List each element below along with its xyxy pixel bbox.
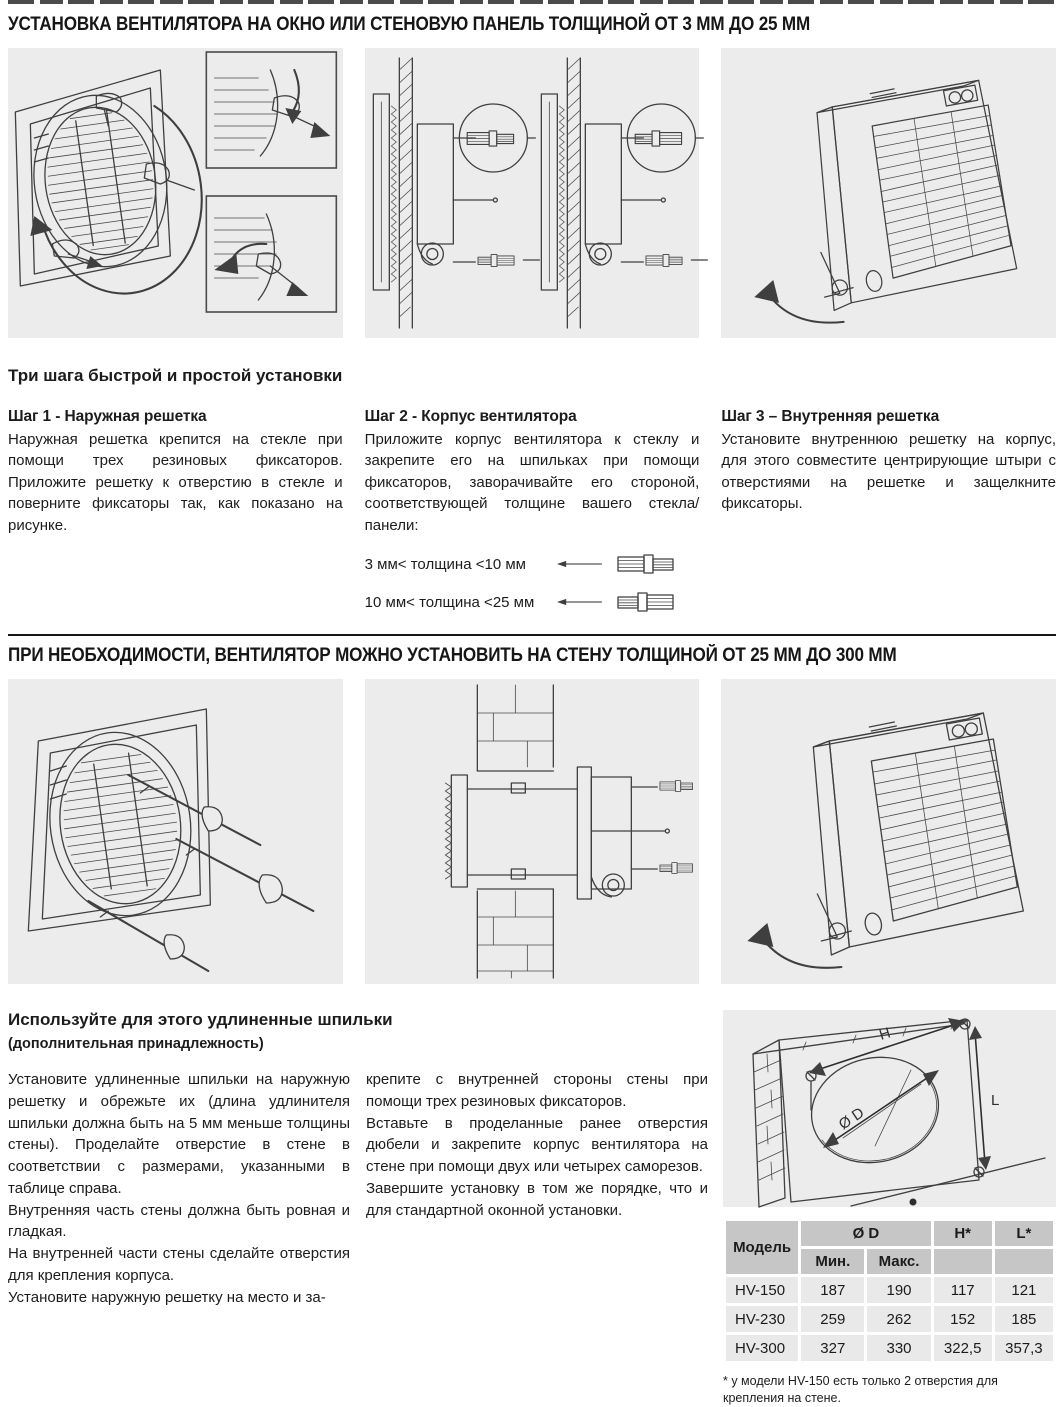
exterior-grille-drawing: [8, 48, 343, 338]
fixator-icon: [467, 131, 513, 146]
table-footnote: * у модели HV-150 есть только 2 отверстия для крепления на стене.: [723, 1374, 998, 1406]
dimension-arrows: [809, 1018, 999, 1170]
arrow-left-icon: [557, 557, 603, 571]
cell-model: HV-230: [726, 1306, 798, 1332]
step-3: [721, 408, 1056, 614]
illustration-interior-grille-snap: [721, 48, 1056, 338]
col-header-model: Модель: [726, 1221, 798, 1274]
arrow-left-icon: [557, 595, 603, 609]
illustration-fan-body-on-glass: [365, 48, 700, 338]
step-2-body: Приложите корпус вентилятора к стеклу и закрепите его на шпильках при помощи фиксаторов, заворачивайте его стороной, соответствующей толщине вашего стекла/панели:: [364, 431, 700, 534]
col-header-empty: [995, 1249, 1053, 1274]
paragraph: Внутренняя часть стены должна быть ровная и гладкая.: [8, 1201, 350, 1241]
window-cross-section-drawing: [365, 48, 700, 338]
dimensions-table: [723, 1218, 1056, 1364]
illustration-wall-dimensions: [723, 1010, 1056, 1207]
wall-hole-dimension-drawing: [723, 1010, 1056, 1207]
illustration-wall-cross-section: [365, 679, 700, 984]
cell-model: HV-300: [726, 1335, 798, 1361]
instruction-column-left: [8, 1069, 350, 1308]
step-1-body: Наружная решетка крепится на стекле при помощи трех резиновых фиксаторов. Приложите решетку к отверстию в стекле и поверните фиксаторы так, как показано на рисунке.: [8, 431, 343, 534]
fixator-closeup-inset-bottom: [206, 196, 336, 312]
paragraph: Вставьте в проделанные ранее отверстия дюбели и закрепите корпус вентилятора на стене при помощи двух или четырех саморезов.: [366, 1114, 708, 1176]
dimension-h-label: H: [877, 1024, 893, 1045]
fixator-icon: [617, 591, 681, 613]
table-row: [726, 1277, 1053, 1303]
cell-h: 322,5: [934, 1335, 992, 1361]
section2-title: ПРИ НЕОБХОДИМОСТИ, ВЕНТИЛЯТОР МОЖНО УСТАНОВИТЬ НА СТЕНУ ТОЛЩИНОЙ ОТ 25 ММ ДО 300 ММ: [8, 645, 897, 667]
col-header-h: H*: [934, 1221, 992, 1246]
fan-perspective-drawing: [721, 48, 1056, 338]
extended-studs-text: [8, 1010, 708, 1407]
dimension-l-label: L: [991, 1092, 1000, 1110]
subsection-note: (дополнительная принадлежность): [8, 1036, 264, 1053]
grille-studs-drawing: [8, 679, 343, 984]
cell-model: HV-150: [726, 1277, 798, 1303]
thickness-option-1-label: 3 мм< толщина <10 мм: [364, 555, 526, 573]
cell-l: 357,3: [995, 1335, 1053, 1361]
cell-d-min: 187: [801, 1277, 864, 1303]
paragraph: Установите удлиненные шпильки на наружную решетку и обрежьте их (длина удлинителя шпильки должна быть на 5 мм меньше толщины стены). Проделайте отверстие в стене в соответствии с размерами, указанными в таблице справа.: [8, 1071, 350, 1197]
fixator-icon: [660, 781, 693, 792]
table-row: [726, 1335, 1053, 1361]
installation-steps: [8, 408, 1056, 614]
step-3-body: Установите внутреннюю решетку на корпус, для этого совместите центрирующие штыри с отверстиями на решетке и защелкните фиксаторы.: [721, 431, 1057, 513]
paragraph: Завершите установку в том же порядке, что и для стандартной оконной установки.: [366, 1179, 708, 1219]
fixator-icon: [478, 255, 514, 267]
cell-l: 185: [995, 1306, 1053, 1332]
dimensions-block: [723, 1010, 1056, 1407]
col-header-empty: [934, 1249, 992, 1274]
illustration-fan-on-wall: [721, 679, 1056, 984]
fixator-icon: [646, 255, 682, 267]
step-2-title: Шаг 2 - Корпус вентилятора: [364, 408, 577, 425]
section1-title: УСТАНОВКА ВЕНТИЛЯТОРА НА ОКНО ИЛИ СТЕНОВУЮ ПАНЕЛЬ ТОЛЩИНОЙ ОТ 3 ММ ДО 25 ММ: [8, 14, 811, 35]
cell-d-max: 330: [867, 1335, 930, 1361]
fixator-icon: [660, 863, 693, 874]
subsection-heading: Используйте для этого удлиненные шпильки: [8, 1010, 393, 1030]
thickness-option-1: [365, 552, 700, 576]
col-header-max: Макс.: [867, 1249, 930, 1274]
cell-l: 121: [995, 1277, 1053, 1303]
cell-d-min: 259: [801, 1306, 864, 1332]
step-3-title: Шаг 3 – Внутренняя решетка: [721, 408, 940, 425]
step-1-title: Шаг 1 - Наружная решетка: [8, 408, 207, 425]
illustration-row-wall-install: [8, 679, 1056, 984]
col-header-l: L*: [995, 1221, 1053, 1246]
paragraph: крепите с внутренней стороны стены при помощи трех резиновых фиксаторов.: [366, 1071, 708, 1110]
step-2: [365, 408, 700, 614]
fan-perspective-drawing: [721, 679, 1056, 984]
thickness-option-2-label: 10 мм< толщина <25 мм: [364, 593, 535, 611]
paragraph: На внутренней части стены сделайте отверстия для крепления корпуса.: [8, 1245, 350, 1284]
table-row: [726, 1306, 1053, 1332]
instruction-columns: [8, 1069, 708, 1308]
steps-heading: Три шага быстрой и простой установки: [8, 366, 343, 385]
cell-h: 152: [934, 1306, 992, 1332]
instruction-column-right: [366, 1069, 708, 1308]
bottom-section: [8, 1010, 1056, 1407]
cell-d-max: 190: [867, 1277, 930, 1303]
fixator-closeup-inset-top: [206, 52, 336, 168]
fixator-icon: [617, 553, 681, 575]
brick-wall-section-drawing: [365, 679, 700, 984]
paragraph: Установите наружную решетку на место и за-: [8, 1288, 326, 1306]
section-divider: [8, 634, 1056, 636]
cell-d-min: 327: [801, 1335, 864, 1361]
thickness-option-2: [365, 590, 700, 614]
dimension-d-label: Ø D: [835, 1104, 868, 1134]
cell-d-max: 262: [867, 1306, 930, 1332]
col-header-min: Мин.: [801, 1249, 864, 1274]
step-1: [8, 408, 343, 614]
illustration-grille-extended-studs: [8, 679, 343, 984]
illustration-exterior-grille-fixators: [8, 48, 343, 338]
col-header-diameter: Ø D: [801, 1221, 930, 1246]
cropped-previous-content: [8, 0, 1056, 4]
cell-h: 117: [934, 1277, 992, 1303]
illustration-row-window-install: [8, 48, 1056, 338]
